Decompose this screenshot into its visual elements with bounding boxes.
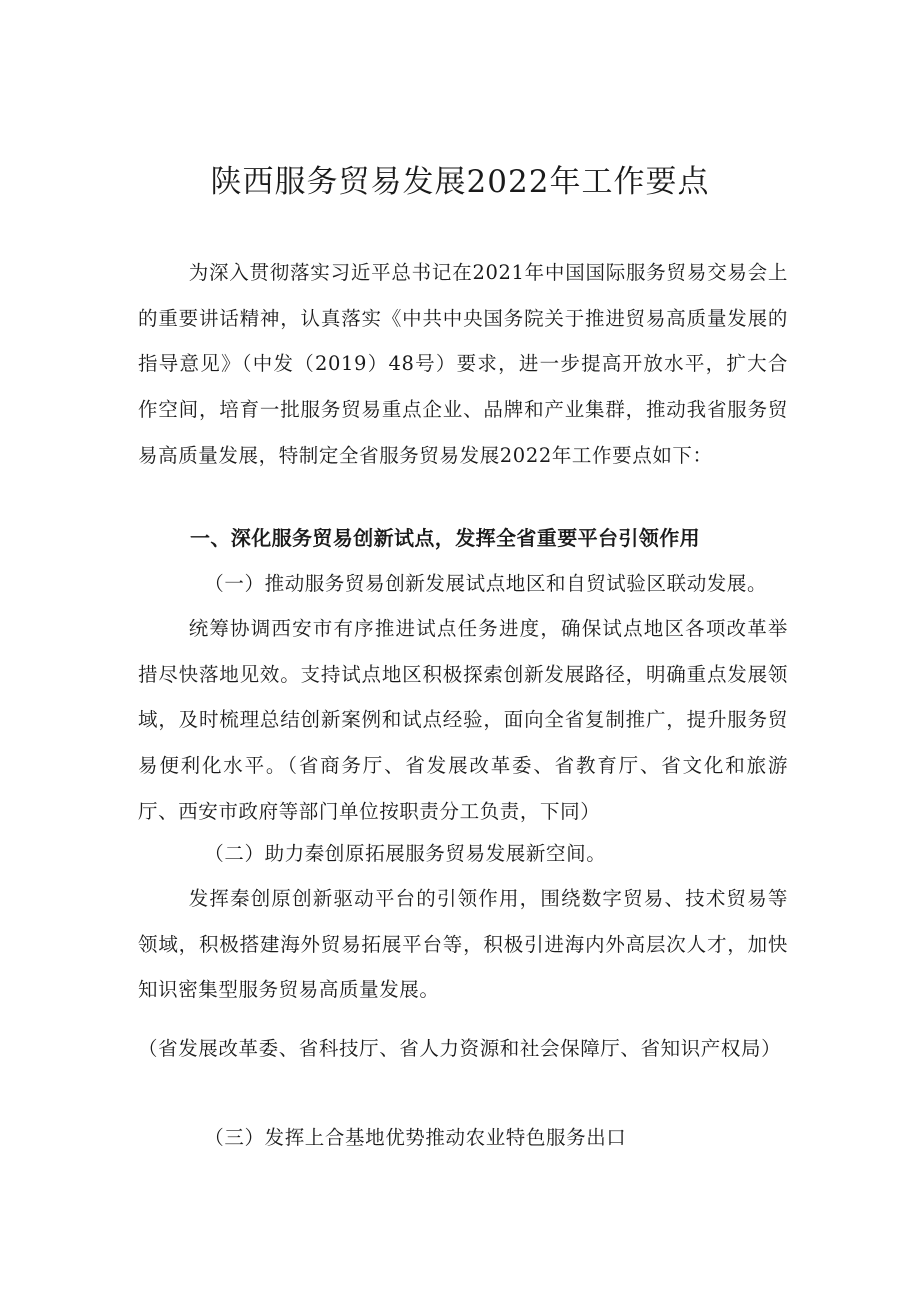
- item-3-title: （三）发挥上合基地优势推动农业特色服务出口: [204, 1126, 627, 1149]
- item-2-title: （二）助力秦创原拓展服务贸易发展新空间。: [204, 842, 607, 865]
- document-title: 陕西服务贸易发展2022年工作要点: [210, 164, 710, 200]
- item-2-departments: （省发展改革委、省科技厅、省人力资源和社会保障厅、省知识产权局）: [138, 1037, 782, 1060]
- section-1-heading: 一、深化服务贸易创新试点，发挥全省重要平台引领作用: [190, 526, 700, 550]
- intro-paragraph: 为深入贯彻落实习近平总书记在2021年中国国际服务贸易交易会上的重要讲话精神，认真落实《中共中央国务院关于推进贸易高质量发展的指导意见》（中发（2019）48号）要求，进一步提高开放水平，扩大合作空间，培育一批服务贸易重点企业、品牌和产业集群，推动我省服务贸易高质量发展，特制定全省服务贸易发展2022年工作要点如下：: [138, 261, 788, 467]
- item-1-body: 统筹协调西安市有序推进试点任务进度，确保试点地区各项改革举措尽快落地见效。支持试点地区积极探索创新发展路径，明确重点发展领域，及时梳理总结创新案例和试点经验，面向全省复制推广，提升服务贸易便利化水平。（省商务厅、省发展改革委、省教育厅、省文化和旅游厅、西安市政府等部门单位按职责分工负责，下同）: [138, 617, 788, 823]
- item-1-title: （一）推动服务贸易创新发展试点地区和自贸试验区联动发展。: [204, 572, 768, 595]
- item-2-body: 发挥秦创原创新驱动平台的引领作用，围绕数字贸易、技术贸易等领域，积极搭建海外贸易拓展平台等，积极引进海内外高层次人才，加快知识密集型服务贸易高质量发展。: [138, 887, 788, 1002]
